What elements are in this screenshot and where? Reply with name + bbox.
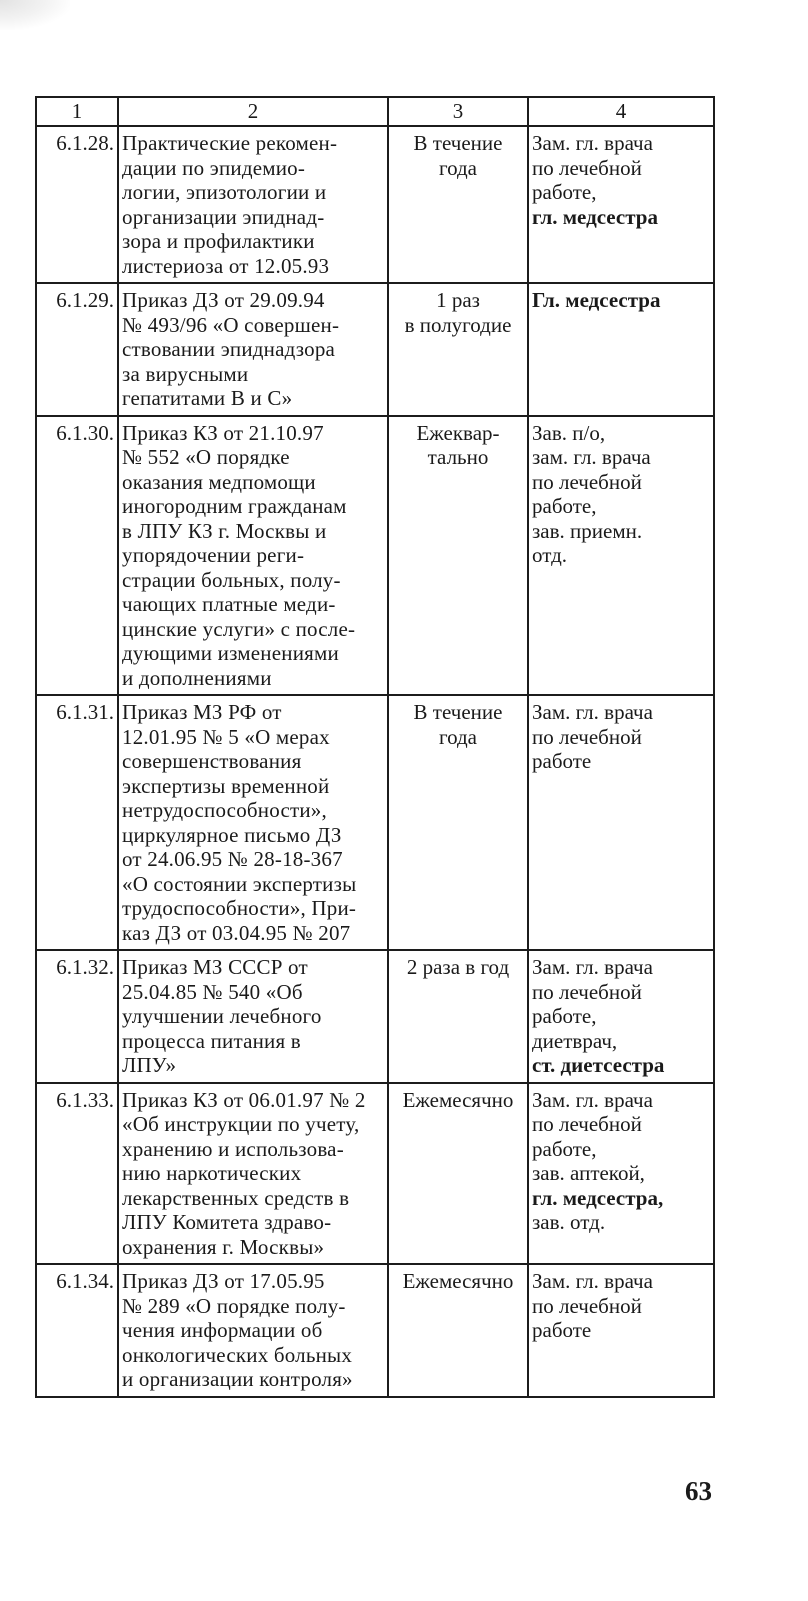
document-title-line: страции больных, полу- [122, 567, 341, 592]
deadline-line: в полугодие [404, 312, 512, 337]
document-title-line: и организации контроля» [122, 1367, 353, 1391]
document-title-line: охранения г. Москвы» [122, 1234, 325, 1259]
responsible-line: зав. приемн. [532, 518, 643, 543]
document-title [118, 1083, 388, 1265]
document-title-line: Практические рекомен- [122, 131, 338, 155]
responsible-line: работе, [532, 180, 597, 204]
deadline-line: В течение [413, 700, 503, 724]
responsible-line: по лечебной [532, 1293, 642, 1318]
responsible-line: отд. [532, 543, 568, 567]
document-title-line: нию наркотических [122, 1161, 302, 1185]
deadline-line: тально [427, 445, 489, 469]
document-title-line: в ЛПУ КЗ г. Москвы и [122, 518, 327, 543]
deadline-line: Ежеквар- [416, 420, 500, 445]
document-title [118, 1264, 388, 1397]
deadline [388, 1264, 528, 1397]
document-title-line: дующими изменениями [122, 641, 339, 665]
deadline-line: 2 раза в год [406, 955, 510, 979]
responsible-line: работе, [532, 1004, 597, 1028]
document-title-line: за вирусными [122, 361, 249, 386]
document-title-line: онкологических больных [122, 1342, 353, 1367]
document-title-line: хранению и использова- [122, 1136, 344, 1161]
table-row [36, 1264, 714, 1397]
table-row [36, 283, 714, 416]
document-title [118, 416, 388, 696]
item-number: 6.1.29. [36, 283, 118, 416]
responsible-line: Зам. гл. врача [532, 1087, 653, 1112]
table-row [36, 126, 714, 283]
responsible-persons [528, 1083, 714, 1265]
item-number: 6.1.31. [36, 695, 118, 950]
document-title-line: лекарственных средств в [122, 1185, 350, 1210]
document-title-line: иногородним гражданам [122, 494, 347, 518]
document-title-line: ЛПУ Комитета здраво- [122, 1210, 332, 1234]
document-title-line: цинские услуги» с после- [122, 616, 356, 641]
deadline [388, 950, 528, 1083]
orders-table [35, 96, 715, 1398]
document-title-line: листериоза от 12.05.93 [122, 253, 330, 278]
responsible-line: работе, [532, 1136, 597, 1161]
responsible-line: работе [532, 1318, 592, 1342]
item-number: 6.1.30. [36, 416, 118, 696]
item-number: 6.1.32. [36, 950, 118, 1083]
responsible-line: работе [532, 749, 592, 773]
deadline [388, 126, 528, 283]
document-title-line: экспертизы временной [122, 773, 330, 798]
responsible-line: зав. отд. [532, 1210, 606, 1234]
document-title [118, 283, 388, 416]
item-number: 6.1.28. [36, 126, 118, 283]
deadline-line: Ежемесячно [402, 1087, 514, 1112]
responsible-line: Зав. п/о, [532, 420, 606, 445]
document-title-line: и дополнениями [122, 665, 272, 690]
responsible-line: ст. диетсестра [532, 1053, 665, 1077]
deadline [388, 1083, 528, 1265]
header-col-4: 4 [528, 97, 714, 126]
document-title-line: чения информации об [122, 1318, 323, 1342]
responsible-line: Гл. медсестра [532, 288, 661, 312]
page-number: 63 [685, 1476, 712, 1506]
responsible-persons [528, 416, 714, 696]
header-col-1: 1 [36, 97, 118, 126]
item-number: 6.1.33. [36, 1083, 118, 1265]
responsible-line: по лечебной [532, 469, 642, 494]
deadline-line: года [439, 155, 477, 180]
deadline-line: В течение [413, 131, 503, 155]
document-title-line: процесса питания в [122, 1028, 301, 1053]
responsible-persons [528, 950, 714, 1083]
document-title-line: Приказ МЗ РФ от [122, 700, 282, 724]
document-title-line: чающих платные меди- [122, 592, 336, 616]
document-title-line: Приказ КЗ от 21.10.97 [122, 420, 324, 445]
deadline-line: Ежемесячно [402, 1269, 514, 1293]
document-title-line: гепатитами В и С» [122, 386, 293, 410]
deadline-line: года [439, 724, 477, 749]
table-row [36, 416, 714, 696]
responsible-line: зав. аптекой, [532, 1161, 645, 1185]
responsible-line: работе, [532, 494, 597, 518]
responsible-line: диетврач, [532, 1028, 618, 1053]
document-title-line: дации по эпидемио- [122, 155, 306, 180]
document-title-line: циркулярное письмо ДЗ [122, 822, 342, 847]
document-title-line: 12.01.95 № 5 «О мерах [122, 724, 330, 749]
responsible-line: Зам. гл. врача [532, 955, 653, 979]
responsible-line: Зам. гл. врача [532, 700, 653, 724]
document-title-line: логии, эпизотологии и [122, 180, 327, 204]
document-title-line: «Об инструкции по учету, [122, 1112, 360, 1136]
table-row [36, 1083, 714, 1265]
document-title-line: ствовании эпиднадзора [122, 337, 336, 361]
document-title-line: улучшении лечебного [122, 1004, 322, 1028]
deadline [388, 695, 528, 950]
document-title [118, 126, 388, 283]
scan-corner-shadow [0, 0, 70, 30]
table-body [36, 126, 714, 1397]
responsible-line: зам. гл. врача [532, 445, 651, 469]
document-title-line: 25.04.85 № 540 «Об [122, 979, 303, 1004]
responsible-persons [528, 1264, 714, 1397]
document-title-line: Приказ КЗ от 06.01.97 № 2 [122, 1087, 366, 1112]
header-col-2: 2 [118, 97, 388, 126]
document-title-line: от 24.06.95 № 28-18-367 [122, 847, 343, 871]
document-title [118, 950, 388, 1083]
document-title-line: совершенствования [122, 749, 302, 773]
responsible-line: по лечебной [532, 979, 642, 1004]
document-title-line: оказания медпомощи [122, 469, 316, 494]
item-number: 6.1.34. [36, 1264, 118, 1397]
responsible-persons [528, 126, 714, 283]
document-title-line: каз ДЗ от 03.04.95 № 207 [122, 920, 351, 945]
responsible-line: по лечебной [532, 1112, 642, 1136]
document-title-line: № 289 «О порядке полу- [122, 1293, 346, 1318]
deadline [388, 283, 528, 416]
document-title-line: Приказ МЗ СССР от [122, 955, 308, 979]
header-col-3: 3 [388, 97, 528, 126]
deadline-line: 1 раз [436, 288, 480, 312]
document-title-line: организации эпиднад- [122, 204, 325, 229]
responsible-line: гл. медсестра, [532, 1185, 664, 1210]
document-title-line: зора и профилактики [122, 229, 315, 253]
document-title-line: ЛПУ» [122, 1053, 177, 1077]
responsible-line: Зам. гл. врача [532, 1269, 653, 1293]
document-title-line: трудоспособности», При- [122, 896, 357, 920]
document-title-line: «О состоянии экспертизы [122, 871, 357, 896]
document-title-line: № 493/96 «О совершен- [122, 312, 340, 337]
responsible-persons [528, 695, 714, 950]
document-title [118, 695, 388, 950]
header-row [36, 97, 714, 126]
document-title-line: Приказ ДЗ от 17.05.95 [122, 1269, 325, 1293]
responsible-line: Зам. гл. врача [532, 131, 653, 155]
table-row [36, 950, 714, 1083]
table-row [36, 695, 714, 950]
document-title-line: упорядочении реги- [122, 543, 305, 567]
responsible-line: по лечебной [532, 724, 642, 749]
document-title-line: № 552 «О порядке [122, 445, 290, 469]
responsible-line: по лечебной [532, 155, 642, 180]
responsible-persons [528, 283, 714, 416]
document-title-line: Приказ ДЗ от 29.09.94 [122, 288, 325, 312]
deadline [388, 416, 528, 696]
document-title-line: нетрудоспособности», [122, 798, 327, 822]
responsible-line: гл. медсестра [532, 204, 658, 229]
